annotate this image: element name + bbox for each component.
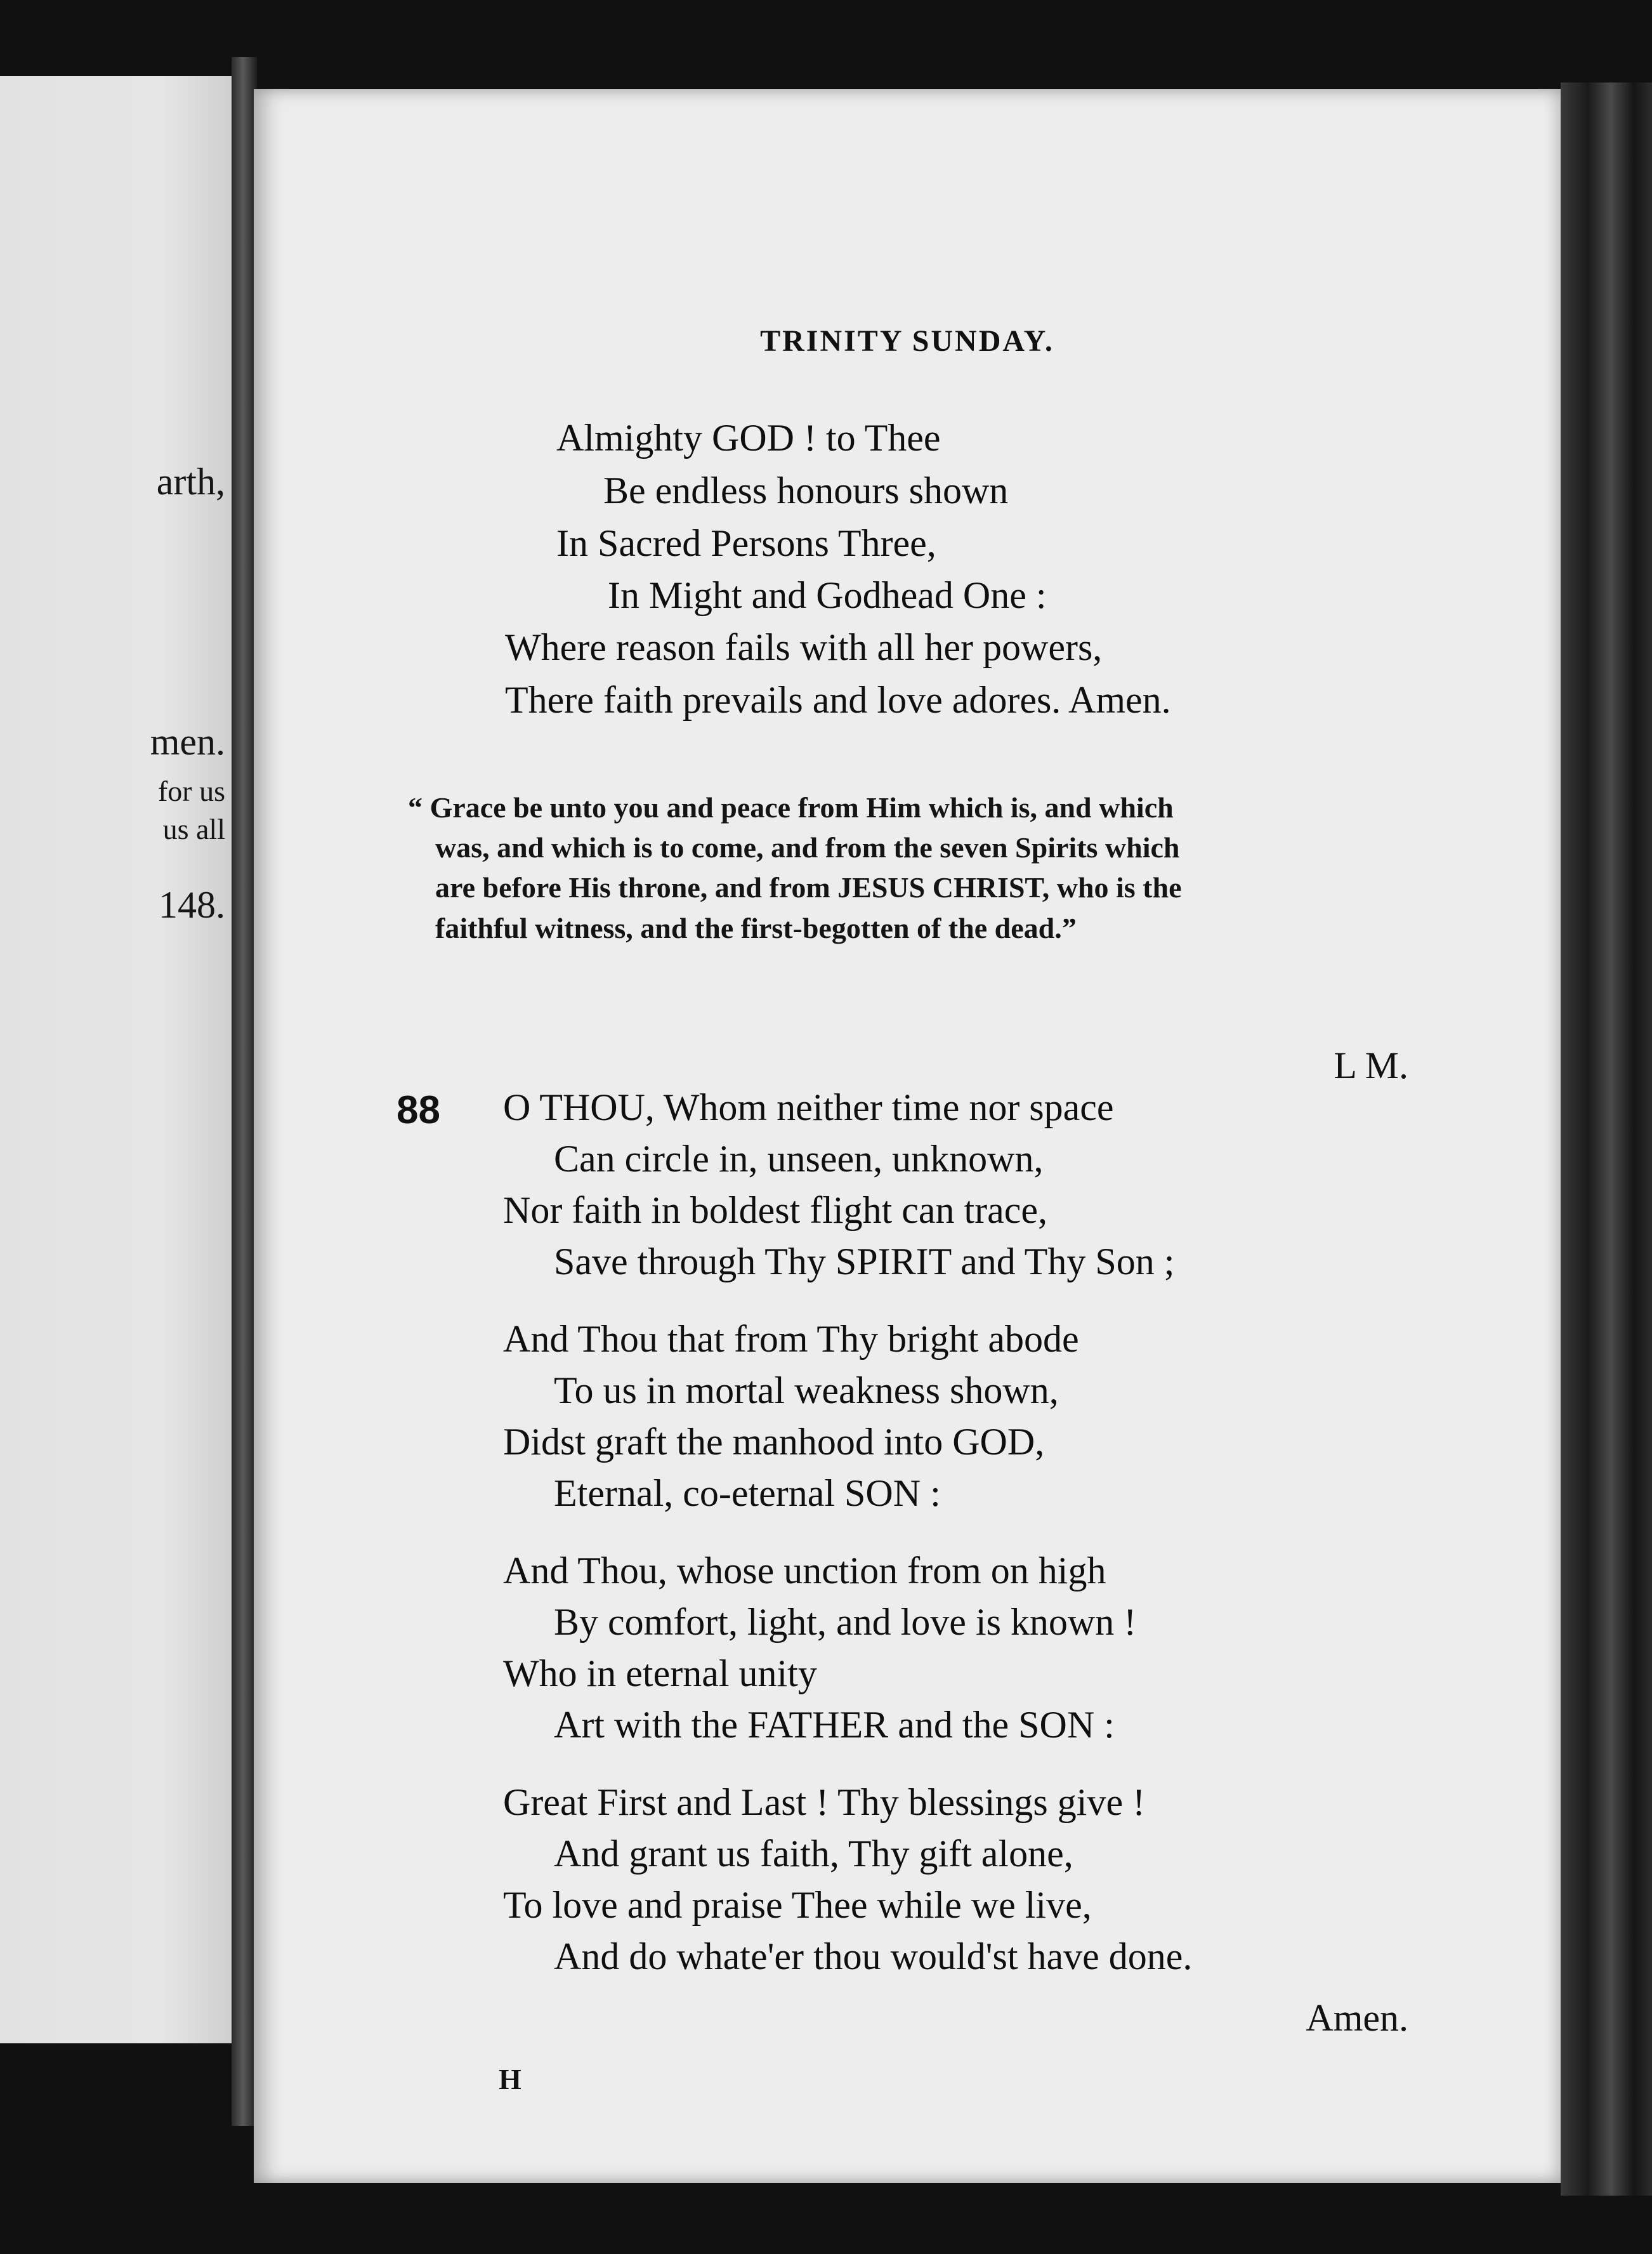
left-page-fragment: us all [162,813,225,845]
doxology-line: Be endless honours shown [603,470,1009,511]
hymn-number: 88 [397,1088,440,1132]
right-page [254,89,1561,2183]
doxology-line: In Might and Godhead One : [608,574,1047,616]
doxology-line: In Sacred Persons Three, [556,522,936,564]
scripture-quote-line: faithful witness, and the first-begotten of the dead.” [435,912,1077,944]
signature-mark: H [499,2063,521,2095]
hymn-line: Save through Thy SPIRIT and Thy Son ; [554,1241,1175,1282]
hymn-meter: L M. [1334,1045,1408,1086]
left-page [0,76,237,2043]
hymn-line: To us in mortal weakness shown, [554,1369,1059,1411]
hymn-line: And Thou that from Thy bright abode [503,1318,1079,1360]
book-fore-edge [1561,82,1652,2196]
scripture-quote-line: are before His throne, and from JESUS CHRIST, who is the [435,871,1182,904]
book-gutter [232,57,257,2126]
hymn-line: Eternal, co-eternal SON : [554,1472,941,1514]
doxology-line: There faith prevails and love adores. Amen. [505,679,1171,721]
hymn-line: And do whate'er thou would'st have done. [554,1935,1193,1977]
doxology-line: Almighty GOD ! to Thee [556,417,941,459]
hymn-line: Great First and Last ! Thy blessings give ! [503,1781,1146,1823]
hymn-line: O THOU, Whom neither time nor space [503,1086,1114,1128]
hymn-line: Can circle in, unseen, unknown, [554,1138,1044,1180]
hymn-line: And grant us faith, Thy gift alone, [554,1833,1073,1875]
hymn-line: Who in eternal unity [503,1652,817,1694]
running-head: TRINITY SUNDAY. [760,324,1054,358]
hymn-line: To love and praise Thee while we live, [503,1884,1092,1926]
left-page-fragment: men. [150,721,225,763]
hymn-line: And Thou, whose unction from on high [503,1550,1106,1592]
left-page-fragment: 148. [159,884,225,926]
hymn-amen: Amen. [1306,1997,1408,2039]
scripture-quote-line: was, and which is to come, and from the seven Spirits which [435,831,1180,864]
hymn-line: Nor faith in boldest flight can trace, [503,1189,1048,1231]
doxology-line: Where reason fails with all her powers, [505,626,1103,668]
hymn-line: Art with the FATHER and the SON : [554,1704,1115,1746]
hymn-line: By comfort, light, and love is known ! [554,1601,1137,1643]
hymn-line: Didst graft the manhood into GOD, [503,1421,1045,1463]
left-page-fragment: arth, [156,461,225,503]
scripture-quote-line: “ Grace be unto you and peace from Him which is, and which [408,791,1174,824]
left-page-fragment: for us [157,775,225,807]
